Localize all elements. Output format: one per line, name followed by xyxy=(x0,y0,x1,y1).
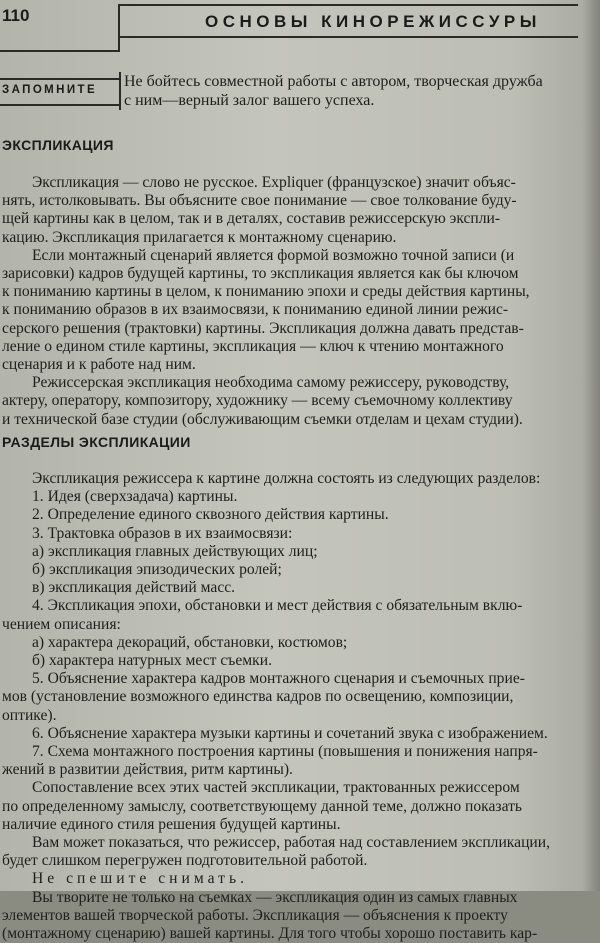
text-line: ление о едином стиле картины, экспликация — ключ к чтению монтажного xyxy=(2,337,504,355)
text-line: наличие единого стиля решения будущей картины. xyxy=(2,815,341,833)
remember-line: Не бойтесь совместной работы с автором, творческая дружба xyxy=(124,73,543,90)
text-line: к пониманию образов в их взаимосвязи, к пониманию единой линии режис- xyxy=(2,301,509,319)
text-line: будет слишком перегружен подготовительной работой. xyxy=(2,852,368,870)
text-line: по определенному замыслу, соответствующему данной теме, должно показать xyxy=(2,797,523,815)
text-line: 2. Определение единого сквозного действия картины. xyxy=(32,506,389,524)
text-line: чением описания: xyxy=(2,615,121,633)
header-rule xyxy=(118,4,578,6)
text-line: щей картины как в целом, так и в деталях, составив режиссерскую экспли- xyxy=(2,210,501,228)
text-line: актеру, оператору, композитору, художнику — всему съемочному коллективу xyxy=(2,392,513,410)
text-line: элементов вашей творческой работы. Экспликация — объяснения к проекту xyxy=(2,906,508,924)
text-line: б) экспликация эпизодических ролей; xyxy=(32,561,282,579)
text-line: 4. Экспликация эпохи, обстановки и мест действия с обязательным вклю- xyxy=(32,597,523,615)
text-line: Экспликация — слово не русское. Expliquer (французское) значит объяс- xyxy=(32,174,516,191)
page-number: 110 xyxy=(2,6,30,25)
text-line: в) экспликация действий масс. xyxy=(32,579,236,597)
text-line: жений в развитии действия, ритм картины). xyxy=(2,761,293,779)
page-spine-shadow xyxy=(582,0,600,891)
text-line: зарисовки) кадров будущей картины, то экспликация является как бы ключом xyxy=(2,265,519,283)
remember-bracket xyxy=(119,72,121,110)
remember-text xyxy=(124,72,584,110)
text-line: нять, истолковывать. Вы объясните свое понимание — свое толкование буду- xyxy=(2,192,517,210)
text-line: Экспликация режиссера к картине должна состоять из следующих разделов: xyxy=(32,470,541,487)
header-rule xyxy=(0,50,120,52)
text-line: 5. Объяснение характера кадров монтажного сценария и съемочных прие- xyxy=(32,670,525,688)
section2-body xyxy=(2,470,578,943)
text-line: серского решения (трактовки) картины. Экспликация должна давать представ- xyxy=(2,319,524,337)
text-line: сценария и к работе над ним. xyxy=(2,356,196,374)
text-line: 6. Объяснение характера музыки картины и сочетаний звука с изображением. xyxy=(32,724,548,742)
section-heading-explication: ЭКСПЛИКАЦИЯ xyxy=(2,137,114,153)
text-line: Вам может показаться, что режиссер, работая над составлением экспликации, xyxy=(32,834,550,852)
remember-rule xyxy=(0,104,120,106)
text-line: (монтажному сценарию) вашей картины. Для того чтобы хорошо поставить кар- xyxy=(2,925,538,943)
header-rule xyxy=(118,4,120,52)
remember-rule xyxy=(0,78,120,80)
text-line: Режиссерская экспликация необходима самому режиссеру, руководству, xyxy=(32,374,510,392)
text-line: а) экспликация главных действующих лиц; xyxy=(32,542,318,560)
section-heading-explication-sections: РАЗДЕЛЫ ЭКСПЛИКАЦИИ xyxy=(2,434,191,450)
remember-label: ЗАПОМНИТЕ xyxy=(2,84,98,96)
text-line: 3. Трактовка образов в их взаимосвязи: xyxy=(32,524,293,542)
header-rule xyxy=(118,36,578,38)
text-line: и технической базе студии (обслуживающим съемки отделам и цехам студии). xyxy=(2,410,523,428)
text-line: 1. Идея (сверхзадача) картины. xyxy=(32,488,238,506)
text-line: Не спешите снимать. xyxy=(32,870,248,888)
text-line: кацию. Экспликация прилагается к монтажному сценарию. xyxy=(2,228,397,246)
section1-body xyxy=(2,174,578,429)
running-title: ОСНОВЫ КИНОРЕЖИССУРЫ xyxy=(205,12,541,31)
text-line: мов (установление возможного единства кадров по освещению, композиции, xyxy=(2,688,514,706)
text-line: Сопоставление всех этих частей экспликации, трактованных режиссером xyxy=(32,779,520,797)
text-line: 7. Схема монтажного построения картины (повышения и понижения напря- xyxy=(32,743,538,761)
text-line: оптике). xyxy=(2,706,57,724)
text-line: а) характера декораций, обстановки, костюмов; xyxy=(32,633,348,651)
text-line: Если монтажный сценарий является формой возможно точной записи (и xyxy=(32,246,515,264)
remember-line: с ним—верный залог вашего успеха. xyxy=(124,92,375,109)
text-line: к пониманию картины в целом, к пониманию эпохи и среды действия картины, xyxy=(2,283,530,301)
text-line: Вы творите не только на съемках — экспликация один из самых главных xyxy=(32,888,518,906)
text-line: б) характера натурных мест съемки. xyxy=(32,652,272,670)
